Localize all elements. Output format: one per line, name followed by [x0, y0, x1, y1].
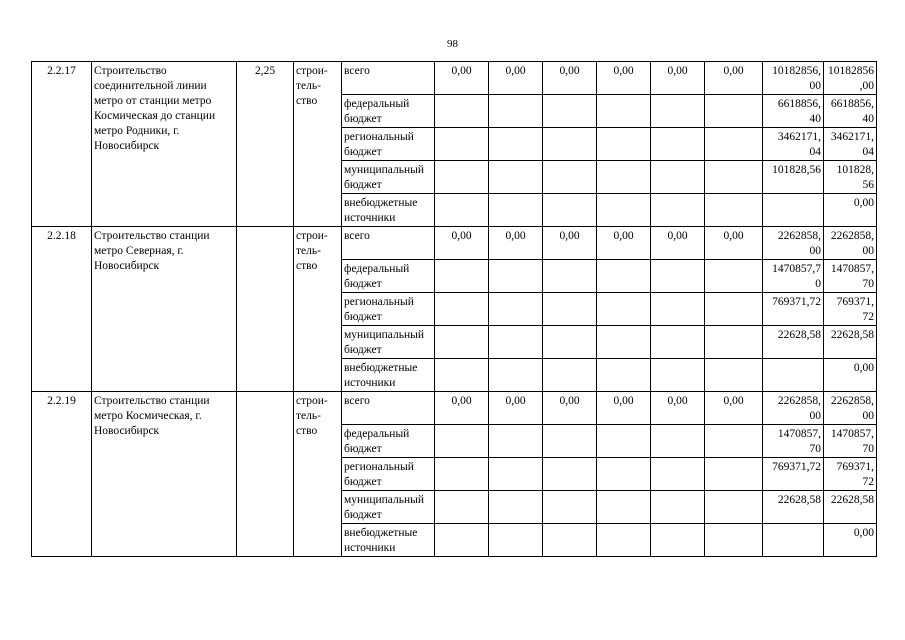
value-cell-8: 22628,58	[824, 491, 877, 524]
value-cell-5	[651, 128, 705, 161]
value-cell-3: 0,00	[543, 392, 597, 425]
value-cell-7	[763, 524, 824, 557]
value-cell-2: 0,00	[489, 62, 543, 95]
table-body	[32, 62, 877, 557]
value-cell-2	[489, 491, 543, 524]
value-cell-6	[705, 326, 763, 359]
value-cell-1	[435, 491, 489, 524]
name-cell: Строительство соединительной линии метро от станции метро Космическая до станции метро Родники, г. Новосибирск	[92, 62, 237, 227]
value-cell-6	[705, 458, 763, 491]
funding-source-cell: региональный бюджет	[342, 128, 435, 161]
value-cell-2	[489, 359, 543, 392]
value-cell-6	[705, 194, 763, 227]
value-cell-2	[489, 95, 543, 128]
value-cell-8: 22628,58	[824, 326, 877, 359]
funding-source-cell: региональный бюджет	[342, 458, 435, 491]
value-cell-7: 22628,58	[763, 491, 824, 524]
value-cell-3	[543, 95, 597, 128]
value-cell-8: 769371, 72	[824, 458, 877, 491]
value-cell-3: 0,00	[543, 62, 597, 95]
value-cell-4	[597, 524, 651, 557]
funding-source-cell: всего	[342, 392, 435, 425]
value-cell-4	[597, 425, 651, 458]
value-cell-2	[489, 524, 543, 557]
funding-source-cell: федеральный бюджет	[342, 95, 435, 128]
value-cell-1	[435, 194, 489, 227]
value-cell-7: 1470857, 70	[763, 425, 824, 458]
value-cell-1	[435, 326, 489, 359]
value-cell-6	[705, 524, 763, 557]
value-cell-7: 2262858, 00	[763, 392, 824, 425]
value-cell-6	[705, 293, 763, 326]
funding-source-cell: всего	[342, 227, 435, 260]
value-cell-4	[597, 326, 651, 359]
value-cell-2	[489, 128, 543, 161]
value-cell-7: 1470857,7 0	[763, 260, 824, 293]
value-cell-1	[435, 293, 489, 326]
value-cell-7: 10182856, 00	[763, 62, 824, 95]
funding-source-cell: муниципальный бюджет	[342, 326, 435, 359]
code-cell: 2.2.19	[32, 392, 92, 557]
capacity-cell: 2,25	[237, 62, 294, 227]
value-cell-7: 101828,56	[763, 161, 824, 194]
funding-source-cell: федеральный бюджет	[342, 425, 435, 458]
value-cell-8: 101828, 56	[824, 161, 877, 194]
value-cell-4: 0,00	[597, 62, 651, 95]
value-cell-7: 3462171, 04	[763, 128, 824, 161]
value-cell-1	[435, 359, 489, 392]
funding-source-cell: внебюджетные источники	[342, 359, 435, 392]
code-cell: 2.2.17	[32, 62, 92, 227]
value-cell-3	[543, 161, 597, 194]
code-cell: 2.2.18	[32, 227, 92, 392]
value-cell-8: 3462171, 04	[824, 128, 877, 161]
value-cell-4	[597, 95, 651, 128]
value-cell-5	[651, 359, 705, 392]
value-cell-4	[597, 458, 651, 491]
unit-cell: строи- тель- ство	[294, 227, 342, 392]
value-cell-2	[489, 458, 543, 491]
value-cell-8: 1470857, 70	[824, 260, 877, 293]
value-cell-3	[543, 458, 597, 491]
page-number: 98	[447, 38, 458, 50]
value-cell-2: 0,00	[489, 392, 543, 425]
value-cell-3	[543, 425, 597, 458]
value-cell-5: 0,00	[651, 62, 705, 95]
value-cell-2	[489, 326, 543, 359]
value-cell-8: 10182856 ,00	[824, 62, 877, 95]
value-cell-8: 769371, 72	[824, 293, 877, 326]
value-cell-4	[597, 260, 651, 293]
funding-source-cell: муниципальный бюджет	[342, 161, 435, 194]
capacity-cell	[237, 392, 294, 557]
value-cell-3	[543, 260, 597, 293]
value-cell-5	[651, 161, 705, 194]
value-cell-6: 0,00	[705, 392, 763, 425]
value-cell-1	[435, 95, 489, 128]
value-cell-4	[597, 491, 651, 524]
funding-source-cell: всего	[342, 62, 435, 95]
value-cell-8: 0,00	[824, 359, 877, 392]
value-cell-1	[435, 458, 489, 491]
value-cell-6	[705, 359, 763, 392]
value-cell-8: 1470857, 70	[824, 425, 877, 458]
value-cell-1: 0,00	[435, 392, 489, 425]
funding-source-cell: внебюджетные источники	[342, 524, 435, 557]
value-cell-6	[705, 161, 763, 194]
value-cell-5	[651, 425, 705, 458]
value-cell-2	[489, 194, 543, 227]
value-cell-6	[705, 491, 763, 524]
capacity-cell	[237, 227, 294, 392]
value-cell-3	[543, 293, 597, 326]
value-cell-7: 769371,72	[763, 458, 824, 491]
value-cell-5	[651, 326, 705, 359]
value-cell-5	[651, 458, 705, 491]
value-cell-7	[763, 359, 824, 392]
value-cell-3	[543, 194, 597, 227]
value-cell-7: 22628,58	[763, 326, 824, 359]
value-cell-1	[435, 425, 489, 458]
value-cell-7	[763, 194, 824, 227]
value-cell-1	[435, 260, 489, 293]
table-row	[32, 62, 877, 95]
financing-table	[31, 61, 877, 557]
value-cell-4: 0,00	[597, 227, 651, 260]
value-cell-2	[489, 161, 543, 194]
value-cell-5	[651, 95, 705, 128]
name-cell: Строительство станции метро Космическая, г. Новосибирск	[92, 392, 237, 557]
value-cell-4	[597, 128, 651, 161]
value-cell-6: 0,00	[705, 227, 763, 260]
funding-source-cell: внебюджетные источники	[342, 194, 435, 227]
value-cell-5	[651, 194, 705, 227]
value-cell-6	[705, 260, 763, 293]
value-cell-4	[597, 359, 651, 392]
value-cell-6	[705, 425, 763, 458]
value-cell-3	[543, 491, 597, 524]
value-cell-3: 0,00	[543, 227, 597, 260]
value-cell-5	[651, 524, 705, 557]
value-cell-6: 0,00	[705, 62, 763, 95]
value-cell-8: 2262858, 00	[824, 392, 877, 425]
value-cell-6	[705, 128, 763, 161]
funding-source-cell: региональный бюджет	[342, 293, 435, 326]
value-cell-5: 0,00	[651, 227, 705, 260]
value-cell-8: 0,00	[824, 194, 877, 227]
value-cell-3	[543, 326, 597, 359]
value-cell-5	[651, 491, 705, 524]
value-cell-1	[435, 161, 489, 194]
value-cell-7: 6618856, 40	[763, 95, 824, 128]
value-cell-2	[489, 260, 543, 293]
value-cell-8: 0,00	[824, 524, 877, 557]
value-cell-1	[435, 128, 489, 161]
value-cell-7: 2262858, 00	[763, 227, 824, 260]
value-cell-2	[489, 293, 543, 326]
value-cell-3	[543, 359, 597, 392]
value-cell-1	[435, 524, 489, 557]
value-cell-4	[597, 194, 651, 227]
value-cell-5	[651, 293, 705, 326]
funding-source-cell: муниципальный бюджет	[342, 491, 435, 524]
value-cell-3	[543, 128, 597, 161]
table-row	[32, 227, 877, 260]
value-cell-3	[543, 524, 597, 557]
value-cell-5: 0,00	[651, 392, 705, 425]
value-cell-2	[489, 425, 543, 458]
value-cell-2: 0,00	[489, 227, 543, 260]
value-cell-7: 769371,72	[763, 293, 824, 326]
value-cell-8: 2262858, 00	[824, 227, 877, 260]
value-cell-4: 0,00	[597, 392, 651, 425]
value-cell-4	[597, 293, 651, 326]
value-cell-6	[705, 95, 763, 128]
table-row	[32, 392, 877, 425]
value-cell-1: 0,00	[435, 62, 489, 95]
value-cell-1: 0,00	[435, 227, 489, 260]
value-cell-8: 6618856, 40	[824, 95, 877, 128]
unit-cell: строи- тель- ство	[294, 62, 342, 227]
value-cell-5	[651, 260, 705, 293]
unit-cell: строи- тель- ство	[294, 392, 342, 557]
name-cell: Строительство станции метро Северная, г. Новосибирск	[92, 227, 237, 392]
value-cell-4	[597, 161, 651, 194]
funding-source-cell: федеральный бюджет	[342, 260, 435, 293]
